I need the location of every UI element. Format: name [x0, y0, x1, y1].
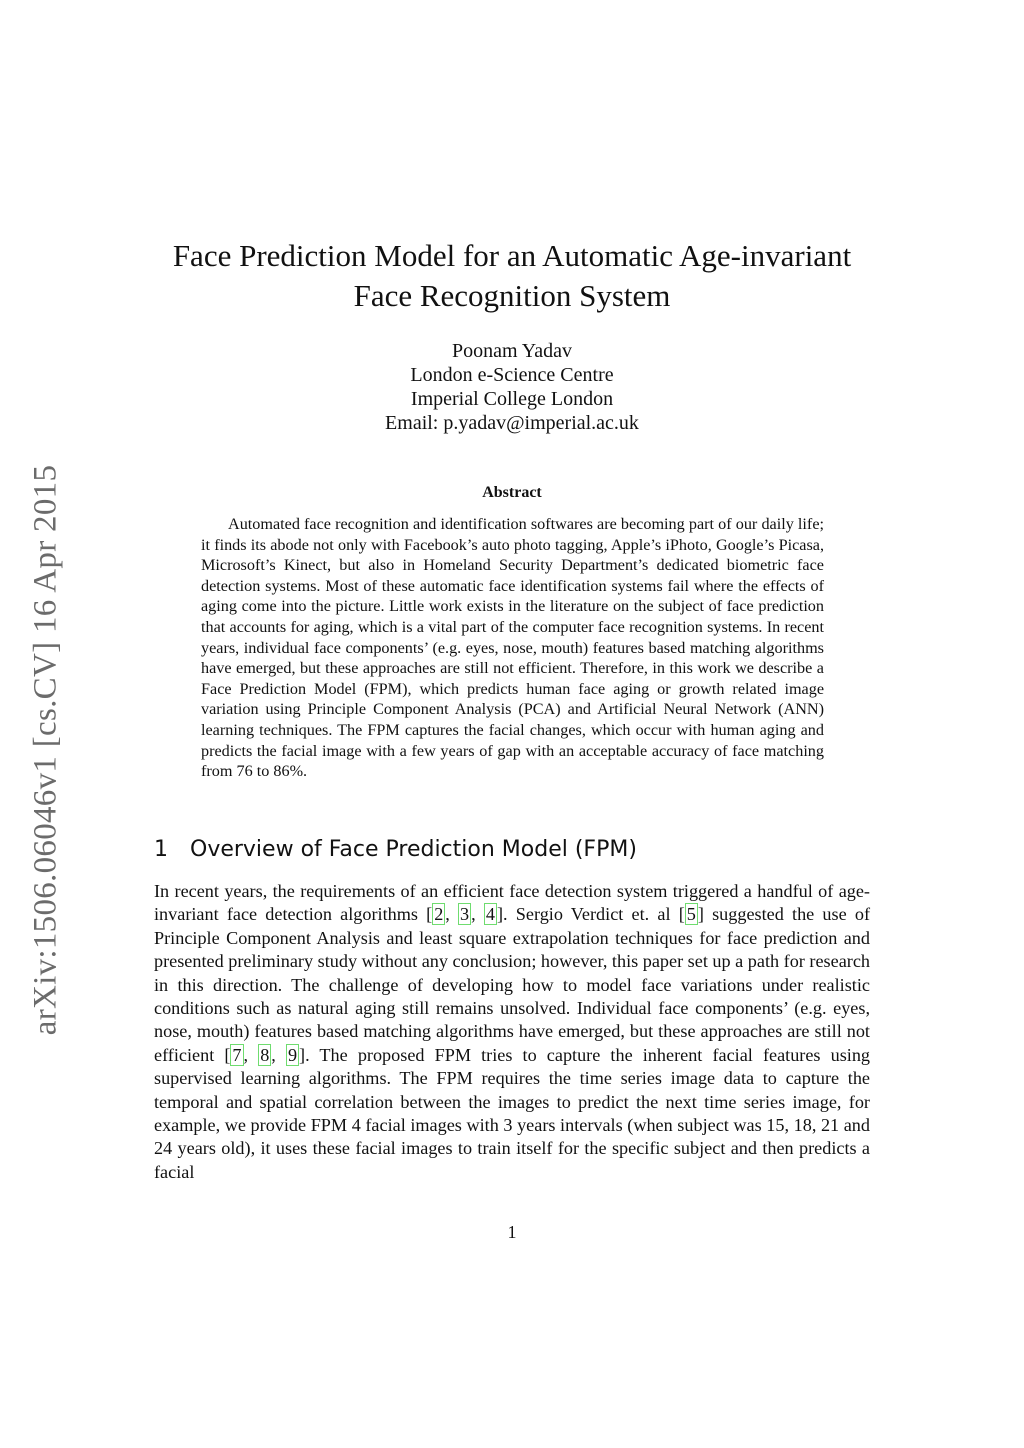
- arxiv-identifier: [22, 450, 70, 1050]
- body-paragraph: [154, 880, 870, 1184]
- citation-separator: ,: [471, 904, 484, 925]
- section-title: Overview of Face Prediction Model (FPM): [190, 837, 637, 862]
- author-affiliation-1: London e-Science Centre: [410, 364, 614, 386]
- author-name: Poonam Yadav: [451, 340, 572, 362]
- section-heading: [154, 836, 870, 864]
- section-number: 1: [154, 837, 168, 862]
- page-number: 1: [507, 1222, 517, 1242]
- body-text-1: In recent years, the requirements of an efficient face detection system triggered a handful of age-invariant face detection algorithms [: [154, 881, 870, 925]
- citation-link[interactable]: 7: [232, 1044, 242, 1065]
- abstract-heading: Abstract: [482, 484, 542, 501]
- body-text-3: ] suggested the use of Principle Component Analysis and least square extrapolation techniques for face prediction and presented preliminary study without any conclusion; however, this paper set up a path for research in this direction. The challenge of developing how to model face variations under realistic conditions such as natural aging still remains unsolved. Individual face components’ (e.g. eyes, nose, mouth) features based matching algorithms have emerged, but these approaches are still not efficient [: [154, 904, 871, 1065]
- citation-link[interactable]: 5: [686, 904, 696, 925]
- citation-link[interactable]: 8: [260, 1044, 270, 1065]
- citation-link[interactable]: 9: [287, 1044, 298, 1065]
- body-text-4: ]. The proposed FPM tries to capture the inherent facial features using supervised learning algorithms. The FPM requires the time series image data to capture the temporal and spatial correlation between the images to predict the next time series image, for example, we provide FPM 4 facial images with 3 years intervals (when subject was 15, 18, 21 and 24 years old), it uses these facial images to train itself for the specific subject and then predicts a facial: [154, 1044, 871, 1182]
- citation-separator: ,: [243, 1044, 259, 1065]
- citation-link[interactable]: 2: [434, 904, 444, 925]
- author-affiliation-2: Imperial College London: [410, 388, 614, 410]
- citation-link[interactable]: 3: [460, 904, 470, 925]
- author-block: [300, 339, 724, 435]
- body-text-2: ]. Sergio Verdict et. al [: [496, 904, 685, 925]
- citation-link[interactable]: 4: [485, 904, 495, 925]
- paper-title: Face Prediction Model for an Automatic Age-invariant Face Recognition System: [172, 238, 852, 313]
- citation-separator: ,: [445, 904, 459, 925]
- author-email: Email: p.yadav@imperial.ac.uk: [385, 412, 639, 434]
- arxiv-identifier-text: arXiv:1506.06046v1 [cs.CV] 16 Apr 2015: [27, 464, 64, 1036]
- abstract-text: Automated face recognition and identification softwares are becoming part of our daily life; it finds its abode not only with Facebook’s auto photo tagging, Apple’s iPhoto, Google’s Picasa, Microsoft’s Kinect, but also in Homeland Security Department’s dedicated biometric face detection systems. Most of these automatic face identification systems fail where the effects of aging come into the picture. Little work exists in the literature on the subject of face prediction that accounts for aging, which is a vital part of the computer face recognition systems. In recent years, individual face components’ (e.g. eyes, nose, mouth) features based matching algorithms have emerged, but these approaches are still not efficient. Therefore, in this work we describe a Face Prediction Model (FPM), which predicts human face aging or growth related image variation using Principle Component Analysis (PCA) and Artificial Neural Network (ANN) learning techniques. The FPM captures the facial changes, which occur with human aging and predicts the facial image with a few years of gap with an acceptable accuracy of face matching from 76 to 86%.: [201, 515, 824, 781]
- citation-separator: ,: [271, 1044, 286, 1065]
